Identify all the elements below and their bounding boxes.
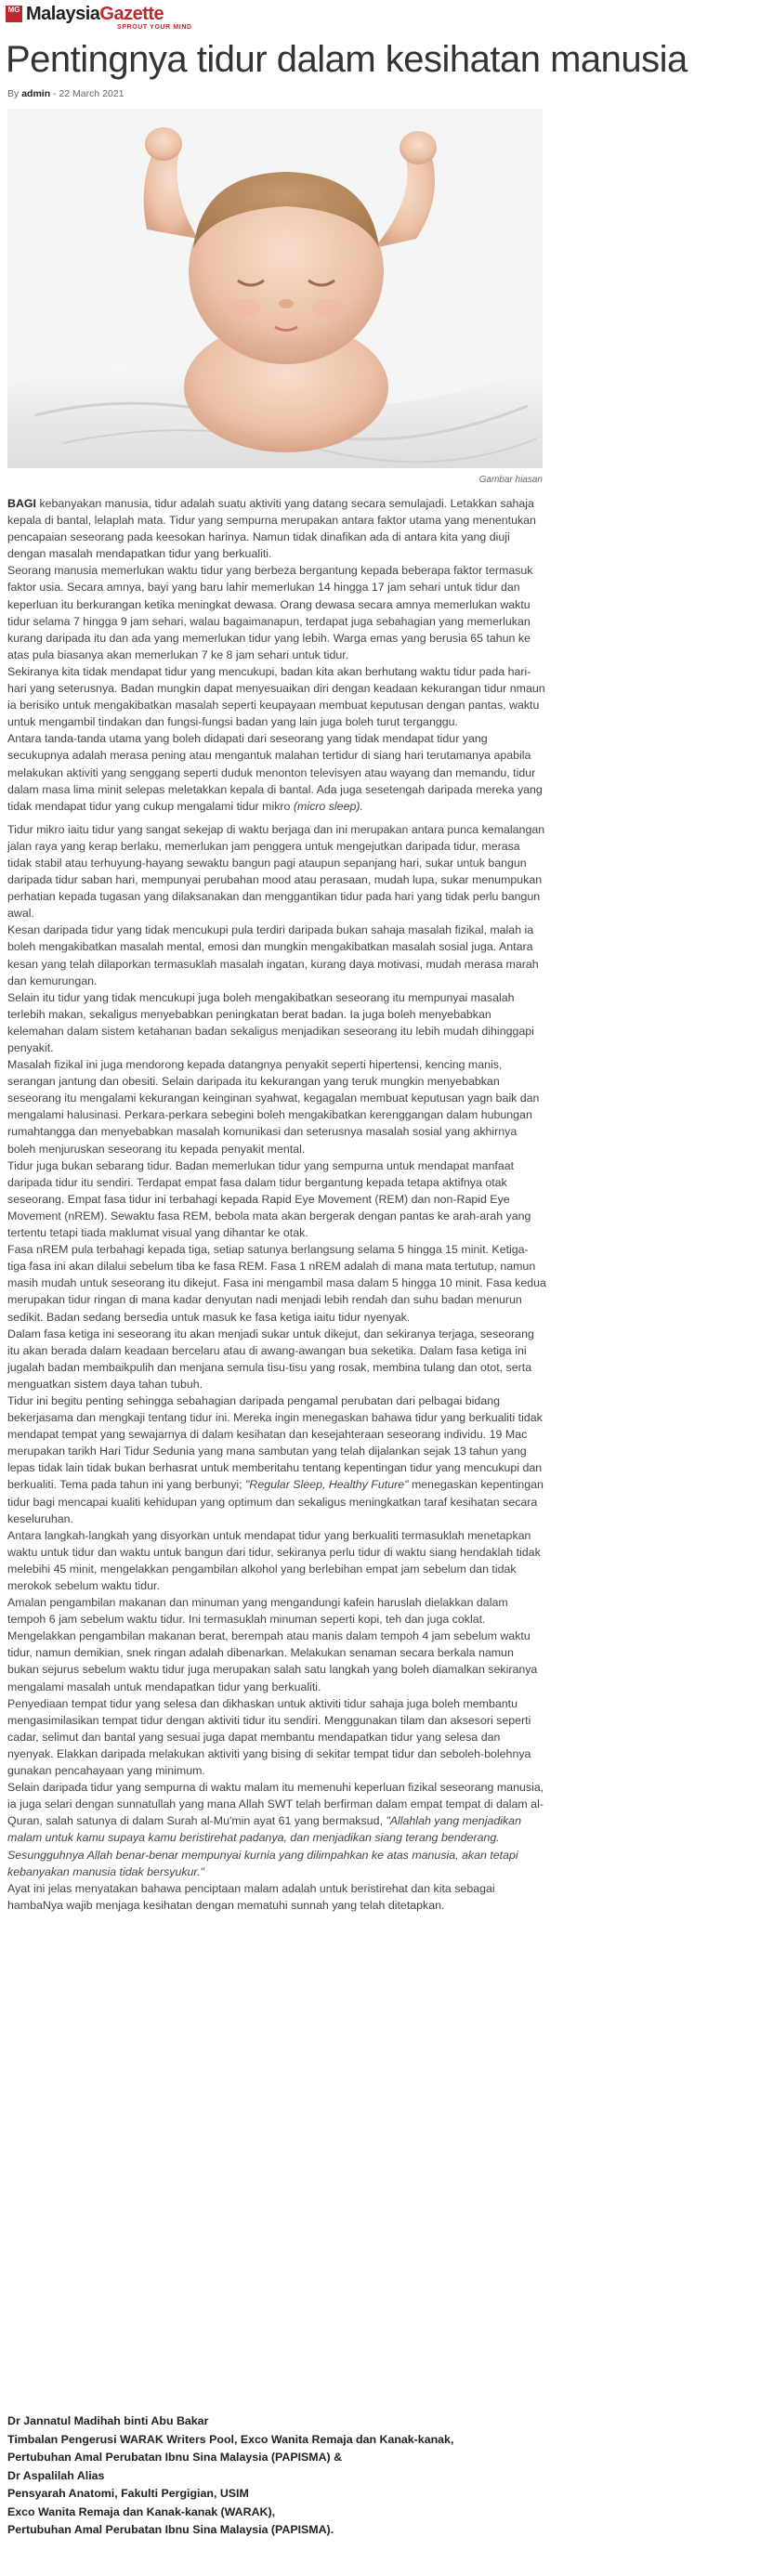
paragraph-3: Sekiranya kita tidak mendapat tidur yang mencukupi, badan kita akan berhutang waktu tidur pada hari-hari yang seterusnya. Badan mungkin dapat menyesuaikan diri dengan keadaan kekurangan tidur nmaun ia berisiko untuk mengakibatkan masalah seperti keupayaan membuat keputusan dengan pantas, waktu untuk mengambil tindakan dan fungsi-fungsi badan yang lain juga boleh turut terganggu. xyxy=(7,664,545,729)
article-title: Pentingnya tidur dalam kesihatan manusia xyxy=(6,39,688,80)
paragraph-4 xyxy=(7,730,546,814)
credit-line: Dr Aspalilah Alias xyxy=(7,2468,105,2482)
paragraph-12 xyxy=(7,1393,546,1527)
author-credits xyxy=(7,2413,546,2540)
credit-line: Exco Wanita Remaja dan Kanak-kanak (WARAK), xyxy=(7,2504,276,2518)
publish-date: 22 March 2021 xyxy=(59,88,124,99)
paragraph-1 xyxy=(7,495,546,562)
paragraph-17 xyxy=(7,1779,546,1880)
article-body xyxy=(7,495,546,1914)
paragraph-5: Tidur mikro iaitu tidur yang sangat sekejap di waktu berjaga dan ini merupakan antara punca kemalangan jalan raya yang kerap berlaku, memerlukan jam penggera untuk mengejutkan daripada tidur, merasa tidak stabil atau terhuyung-hayang sewaktu bangun pagi ataupun sepanjang hari, sukar untuk bangun daripada tidur saban hari, mempunyai perubahan mood atau perasaan, mudah lupa, sukar menumpukan perhatian kepada tugasan yang dilaksanakan dan menggantikan tidur pada hari yang tidak perlu bangun awal. xyxy=(7,822,545,921)
paragraph-1-text: kebanyakan manusia, tidur adalah suatu aktiviti yang datang secara semulajadi. Letakkan sahaja kepala di bantal, lelaplah mata. Tidur yang sempurna merupakan antara faktor utama yang menentukan pencapaian seseorang pada keesokan harinya. Namun tidak dinafikan ada di antara kita yang diuji dengan masalah mendapatkan tidur yang berkualiti. xyxy=(7,497,536,561)
site-name xyxy=(26,4,164,25)
lead-word: BAGI xyxy=(7,497,36,510)
paragraph-12-text-a: Tidur ini begitu penting sehingga sebahagian daripada pengamal perubatan dari pelbagai bidang bekerjasama dan mengkaji tentang tidur ini. Mereka ingin menegaskan bahawa tidur yang berkualiti tidak mendapat tempat yang sewajarnya di dalam kesihatan dan kesejahteraan seseorang individu. 19 Mac merupakan tarikh Hari Tidur Sedunia yang mana sambutan yang telah dijalankan sejak 13 tahun yang lepas tidak lain tidak bukan berhasrat untuk memberitahu tentang kepentingan tidur yang mencukupi dan berkualiti. Tema pada tahun ini yang berbunyi; xyxy=(7,1393,543,1492)
paragraph-9: Tidur juga bukan sebarang tidur. Badan memerlukan tidur yang sempurna untuk mendapat manfaat daripada tidur itu sendiri. Terdapat empat fasa dalam tidur bergantung kepada tetapa aktifnya otak seseorang. Empat fasa tidur ini terbahagi kepada Rapid Eye Movement (REM) dan non-Rapid Eye Movement (nREM). Sewaktu fasa REM, bebola mata akan bergerak dengan pantas ke arah-arah yang tertentu tetapi tiada maklumat visual yang dihantar ke otak. xyxy=(7,1158,531,1240)
paragraph-4-emphasis: (micro sleep). xyxy=(293,799,363,813)
paragraph-18: Ayat ini jelas menyatakan bahawa penciptaan malam adalah untuk beristirehat dan kita sebagai hambaNya wajib menjaga kesihatan dengan mematuhi sunnah yang telah ditetapkan. xyxy=(7,1881,495,1912)
date-separator: - xyxy=(53,88,57,99)
paragraph-10: Fasa nREM pula terbahagi kepada tiga, setiap satunya berlangsung selama 5 hingga 15 minit. Ketiga-tiga fasa ini akan dilalui sebelum tiba ke fasa REM. Fasa 1 nREM adalah di mana mata tertutup, namun masih mudah untuk seseorang itu dikejut. Fasa ini mengambil masa dalam 5 hingga 10 minit. Fasa kedua merupakan tidur ringan di mana kadar denyutan nadi menjadi lebih rendah dan suhu badan menurun sedikit. Badan sedang bersedia untuk masuk ke fasa ketiga iaitu tidur nyenyak. xyxy=(7,1243,546,1324)
paragraph-17-quote: "Allahlah yang menjadikan malam untuk kamu supaya kamu beristirehat padanya, dan menjadikan siang terang benderang. Sesungguhnya Allah benar-benar mempunyai kurnia yang dilimpahkan ke atas manusia, akan tetapi kebanyakan manusia tidak bersyukur." xyxy=(7,1814,521,1878)
hero-image xyxy=(7,109,543,468)
site-name-part1: Malaysia xyxy=(26,4,100,24)
by-label: By xyxy=(7,88,20,99)
paragraph-7: Selain itu tidur yang tidak mencukupi juga boleh mengakibatkan seseorang itu mempunyai masalah terlebih makan, sekaligus menyebabkan peningkatan berat badan. Ia juga boleh menyebabkan kelemahan dalam sistem ketahanan badan sekaligus menjadikan seseorang itu lebih mudah dihinggapi penyakit. xyxy=(7,990,534,1054)
logo-mark: MG xyxy=(6,6,22,22)
paragraph-14: Amalan pengambilan makanan dan minuman yang mengandungi kafein haruslah dielakkan dalam tempoh 6 jam sebelum waktu tidur. Ini termasuklah minuman seperti kopi, teh dan juga coklat. xyxy=(7,1596,508,1627)
paragraph-11: Dalam fasa ketiga ini seseorang itu akan menjadi sukar untuk dikejut, dan sekiranya terjaga, seseorang itu akan berada dalam keadaan bercelaru atau di awang-awangan bua seketika. Dalam fasa ketiga ini jugalah badan membaikpulih dan menjana semula tisu-tisu yang rosak, membina tulang dan otot, serta menguatkan sistem daya tahan tubuh. xyxy=(7,1327,534,1391)
image-caption: Gambar hiasan xyxy=(478,475,543,485)
author-link[interactable]: admin xyxy=(21,88,51,99)
credit-line: Timbalan Pengerusi WARAK Writers Pool, Exco Wanita Remaja dan Kanak-kanak, xyxy=(7,2432,454,2446)
paragraph-4-text: Antara tanda-tanda utama yang boleh didapati dari seseorang yang tidak mendapat tidur yang secukupnya adalah merasa pening atau mengantuk malahan tertidur di siang hari terutamanya apabila melakukan aktiviti yang senggang seperti duduk menonton televisyen atau wayang dan memandu, tidur dalam masa lima minit selepas meletakkan kepala di bantal. Ada juga sesetengah daripada mereka yang tidak mendapat tidur yang cukup mengalami tidur mikro xyxy=(7,732,543,813)
paragraph-13: Antara langkah-langkah yang disyorkan untuk mendapat tidur yang berkualiti termasuklah menetapkan waktu untuk tidur dan waktu untuk bangun dari tidur, sekiranya perlu tidur di waktu siang hendaklah tidak melebihi 45 minit, mengelakkan pengambilan alkohol yang berlebihan empat jam sebelum dan tidak merokok sebelum waktu tidur. xyxy=(7,1528,541,1592)
paragraph-12-emphasis: "Regular Sleep, Healthy Future" xyxy=(245,1478,409,1492)
credit-line: Pertubuhan Amal Perubatan Ibnu Sina Malaysia (PAPISMA) & xyxy=(7,2451,343,2464)
paragraph-8: Masalah fizikal ini juga mendorong kepada datangnya penyakit seperti hipertensi, kencing manis, serangan jantung dan obesiti. Selain daripada itu kekurangan yang teruk mungkin menyebabkan seseorang itu mengalami kekurangan keinginan syahwat, kegagalan membuat keputusan yagn baik dan mengalami halusinasi. Perkara-perkara sebegini boleh mengakibatkan kerenggangan dalam hubungan rumahtangga dan menyebabkan masalah komunikasi dan seterusnya masalah sosial yang akhirnya boleh menjuruskan seseorang itu kepada penyakit mental. xyxy=(7,1058,540,1156)
sleeping-baby-photo xyxy=(7,109,543,468)
site-tagline: SPROUT YOUR MIND xyxy=(117,24,192,31)
credit-line: Dr Jannatul Madihah binti Abu Bakar xyxy=(7,2414,209,2427)
byline xyxy=(7,88,124,99)
paragraph-17-text: Selain daripada tidur yang sempurna di waktu malam itu memenuhi keperluan fizikal seseorang manusia, ia juga selari dengan sunnatullah yang mana Allah SWT telah berfirman dalam empat tempat di dalam al-Quran, salah satunya di dalam Surah al-Mu'min ayat 61 yang bermaksud, xyxy=(7,1781,544,1828)
credit-line: Pensyarah Anatomi, Fakulti Pergigian, USIM xyxy=(7,2487,249,2500)
paragraph-2: Seorang manusia memerlukan waktu tidur yang berbeza bergantung kepada beberapa faktor termasuk faktor usia. Secara amnya, bayi yang baru lahir memerlukan 14 hingga 17 jam sehari untuk tidur dan keperluan itu berkurangan ketika meningkat dewasa. Orang dewasa secara amnya memerlukan waktu tidur selama 7 hingga 9 jam sehari, walau bagaimanapun, terdapat juga sebahagian yang memerlukan kurang daripada itu dan ada yang memerlukan tidur yang lebih. Warga emas yang berusia 65 tahun ke atas pula biasanya akan memerlukan 7 ke 8 jam sehari untuk tidur. xyxy=(7,564,533,661)
credit-line: Pertubuhan Amal Perubatan Ibnu Sina Malaysia (PAPISMA). xyxy=(7,2523,334,2536)
paragraph-6: Kesan daripada tidur yang tidak mencukupi pula terdiri daripada bukan sahaja masalah fizikal, malah ia boleh mengakibatkan masalah mental, emosi dan mungkin mengakibatkan masalah sosial juga. Antara kesan yang telah dilaporkan termasuklah masalah ingatan, kurang daya motivasi, mudah merasa marah dan kemurungan. xyxy=(7,923,539,987)
paragraph-15: Mengelakkan pengambilan makanan berat, berempah atau manis dalam tempoh 4 jam sebelum waktu tidur, namun demikian, snek ringan adalah dibenarkan. Melakukan senaman secara berkala namun bukan sejurus sebelum waktu tidur juga merupakan salah satu langkah yang boleh diamalkan sekiranya mengalami masalah untuk mendapatkan tidur yang berkualiti. xyxy=(7,1629,538,1693)
paragraph-12-text-b: menegaskan kepentingan tidur bagi mencapai kualiti kehidupan yang optimum dan sekaligus meningkatkan taraf kesihatan secara keseluruhan. xyxy=(7,1478,544,1525)
paragraph-16: Penyediaan tempat tidur yang selesa dan dikhaskan untuk aktiviti tidur sahaja juga boleh membantu mengasimilasikan tempat tidur dengan aktiviti tidur itu sendiri. Menggunakan tilam dan aksesori seperti cadar, selimut dan bantal yang sesuai juga dapat membantu mendapatkan tidur yang selesa dan nyenyak. Elakkan daripada melakukan aktiviti yang bising di sekitar tempat tidur dan seboleh-bolehnya gunakan pencahayaan yang minimum. xyxy=(7,1696,531,1778)
site-name-part2: Gazette xyxy=(99,4,164,24)
